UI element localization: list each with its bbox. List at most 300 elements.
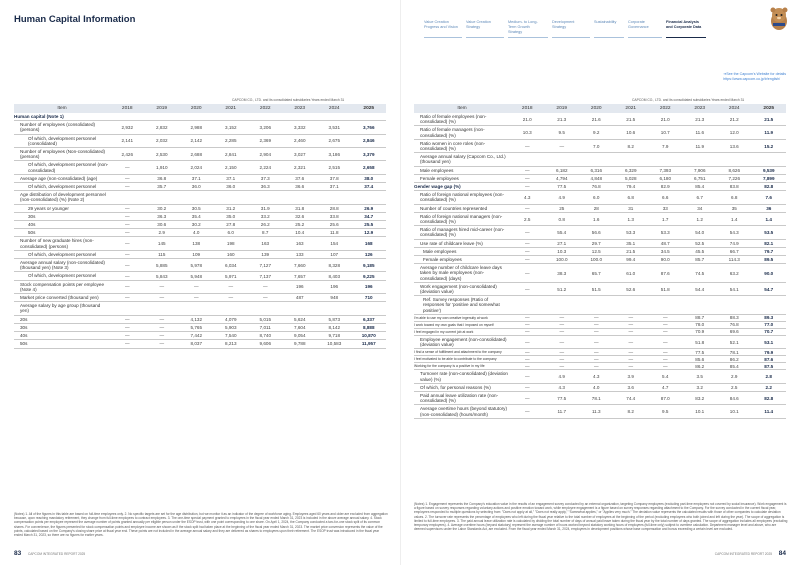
table-cell: 51.2 [545, 282, 580, 295]
column-header: 2021 [214, 104, 249, 113]
table-cell: 9,185 [352, 259, 387, 272]
row-label: Ratio of female managers (non-consolidated) (%) [414, 126, 510, 139]
table-cell: 196 [352, 280, 387, 293]
table-cell: 90.0 [752, 264, 787, 283]
row-label: Ratio women in core roles (non-consolidated) (%) [414, 139, 510, 152]
table-cell: — [510, 335, 545, 348]
table-cell: 56.6 [579, 226, 614, 239]
table-cell [648, 296, 683, 315]
table-cell: 21.0 [648, 113, 683, 126]
table-cell [110, 113, 145, 121]
table-cell: 83.8 [717, 183, 752, 191]
table-cell: — [510, 363, 545, 370]
table-cell: 10.3 [510, 126, 545, 139]
table-cell: — [579, 349, 614, 356]
table-cell: 5,015 [248, 315, 283, 323]
table-cell: 82.9 [648, 183, 683, 191]
column-header: 2020 [579, 104, 614, 113]
table-row [414, 126, 786, 139]
table-row [414, 153, 786, 166]
table-row [414, 139, 786, 152]
table-cell [717, 153, 752, 166]
table-cell: — [248, 280, 283, 293]
table-cell [110, 302, 145, 315]
table-cell: 78.1 [717, 349, 752, 356]
table-cell: 7,442 [179, 332, 214, 340]
table-cell: 53.3 [648, 226, 683, 239]
table-cell [352, 191, 387, 204]
table-cell: 10.4 [283, 229, 318, 237]
row-label: Human capital (Note 1) [14, 113, 110, 121]
column-header: 2018 [510, 104, 545, 113]
table-row [14, 315, 386, 323]
table-cell: 6.7 [683, 191, 718, 204]
table-cell: 7,604 [283, 323, 318, 331]
table-cell: — [510, 321, 545, 328]
table-cell: 21.5 [614, 247, 649, 255]
table-cell: 4.9 [545, 370, 580, 383]
table-cell: 45.5 [683, 247, 718, 255]
table-cell: 2,426 [110, 148, 145, 161]
table-cell: — [545, 335, 580, 348]
table-cell: 9,718 [317, 332, 352, 340]
row-label: Average annual salary (Capcom Co., Ltd.) (thousand yen) [414, 153, 510, 166]
table-cell: — [545, 363, 580, 370]
table-cell: 74.4 [614, 391, 649, 404]
table-cell: 36.3 [248, 183, 283, 191]
table-cell: 6,034 [214, 259, 249, 272]
table-cell: 55.4 [545, 226, 580, 239]
table-cell: 37.1 [317, 183, 352, 191]
table-cell: 82.1 [752, 239, 787, 247]
table-cell [717, 296, 752, 315]
table-cell: — [179, 294, 214, 302]
table-cell: 12.0 [717, 126, 752, 139]
table-cell: 2,658 [352, 161, 387, 174]
table-cell: 4.3 [579, 370, 614, 383]
right-table-note: CAPCOM CO., LTD. and its consolidated subsidiaries Years ended March 31 [632, 98, 745, 102]
table-cell: 86.2 [717, 356, 752, 363]
table-cell: 139 [248, 250, 283, 258]
row-label: Male employees [414, 166, 510, 174]
table-cell: 31.2 [214, 204, 249, 212]
table-cell: — [614, 314, 649, 321]
table-cell: 85.4 [683, 183, 718, 191]
table-cell: 21.3 [683, 113, 718, 126]
table-cell: 4.7 [648, 383, 683, 391]
table-cell: 33.8 [317, 212, 352, 220]
table-cell: — [510, 139, 545, 152]
table-cell: 34.5 [648, 247, 683, 255]
table-cell: 21.2 [717, 113, 752, 126]
table-row [14, 294, 386, 302]
nav-financial-analysis[interactable]: Financial Analysis and Corporate Data [666, 20, 706, 38]
row-label: Ratio of managers hired mid-career (non-consolidated) (%) [414, 226, 510, 239]
table-cell [283, 302, 318, 315]
row-label: Average annual salary (non-consolidated) (thousand yen) (Note 3) [14, 259, 110, 272]
table-cell: 3.6 [614, 383, 649, 391]
website-link-text: ➜See the Capcom's Website for details [723, 72, 786, 76]
table-row [14, 340, 386, 348]
table-cell [248, 113, 283, 121]
table-cell [283, 113, 318, 121]
table-cell: — [110, 229, 145, 237]
nav-corporate-governance[interactable]: Corporate Governance [628, 20, 662, 38]
table-cell [510, 296, 545, 315]
table-cell: 37.1 [214, 174, 249, 182]
table-cell: 51.8 [683, 335, 718, 348]
table-cell: 11.9 [752, 126, 787, 139]
table-cell: 2,832 [145, 121, 180, 134]
table-cell: — [510, 282, 545, 295]
table-cell: 31.8 [283, 204, 318, 212]
table-cell: 11.4 [752, 405, 787, 418]
table-cell [179, 191, 214, 204]
table-row [14, 272, 386, 280]
table-cell: 53.1 [752, 335, 787, 348]
table-cell: 145 [145, 237, 180, 250]
table-cell: 100.0 [545, 256, 580, 264]
nav-growth-strategy[interactable]: Medium- to Long-Term Growth Strategy [508, 20, 548, 38]
table-cell: — [110, 272, 145, 280]
table-cell: 4.3 [545, 383, 580, 391]
row-label: 50s [14, 340, 110, 348]
table-row [414, 174, 786, 182]
table-cell: — [145, 294, 180, 302]
table-cell: 74.5 [683, 264, 718, 283]
table-cell: 8.7 [248, 229, 283, 237]
table-cell: 87.0 [648, 391, 683, 404]
nav-sustainability[interactable]: Sustainability [594, 20, 624, 38]
table-cell: 35.7 [145, 183, 180, 191]
website-link[interactable] [723, 72, 786, 82]
row-label: Female employees [414, 256, 510, 264]
table-cell: 9,225 [352, 272, 387, 280]
table-cell: 163 [283, 237, 318, 250]
table-row [14, 121, 386, 134]
row-label: Number of employees (Non-consolidated) (persons) [14, 148, 110, 161]
table-cell: 7.0 [579, 139, 614, 152]
table-cell [317, 113, 352, 121]
table-cell: 30.5 [179, 204, 214, 212]
table-cell: 35.1 [614, 239, 649, 247]
table-cell: 100.0 [579, 256, 614, 264]
row-label: Working for the company is a positive in my life [414, 363, 510, 370]
table-cell: 7.9 [648, 139, 683, 152]
table-cell: 25.5 [352, 221, 387, 229]
row-label: Average age (non-consolidated) (age) [14, 174, 110, 182]
table-cell: 69.6 [717, 328, 752, 335]
table-cell: 4.3 [510, 191, 545, 204]
table-cell: 74.9 [717, 239, 752, 247]
table-cell: 2,032 [145, 134, 180, 147]
table-cell: 36.6 [283, 183, 318, 191]
table-cell: 31.9 [248, 204, 283, 212]
table-row [14, 280, 386, 293]
table-cell: 3,152 [214, 121, 249, 134]
table-cell: 76.8 [717, 321, 752, 328]
table-row [14, 212, 386, 220]
table-cell: — [110, 161, 145, 174]
table-cell [179, 302, 214, 315]
table-cell: 8,213 [214, 340, 249, 348]
table-cell: 10.1 [683, 405, 718, 418]
table-cell: 8,888 [352, 323, 387, 331]
table-cell: — [510, 370, 545, 383]
table-cell: 79.7 [752, 247, 787, 255]
table-row [14, 332, 386, 340]
row-label: Work engagement (non-consolidated) (deviation value) [414, 282, 510, 295]
table-cell: — [510, 356, 545, 363]
table-cell: 54.1 [717, 282, 752, 295]
row-label: Ratio of female employees (non-consolidated) (%) [414, 113, 510, 126]
table-cell: 12.5 [579, 247, 614, 255]
left-table-header [14, 104, 386, 113]
row-label: Of which, development personnel [14, 272, 110, 280]
table-cell: — [510, 264, 545, 283]
table-cell: 710 [352, 294, 387, 302]
table-cell: — [510, 183, 545, 191]
row-label: Employee engagement (non-consolidated) (deviation value) [414, 335, 510, 348]
table-cell: 10.7 [648, 126, 683, 139]
table-cell: — [145, 315, 180, 323]
table-cell: 107 [317, 250, 352, 258]
table-cell: — [614, 349, 649, 356]
row-label: 30s [14, 323, 110, 331]
table-cell: 11.3 [579, 405, 614, 418]
table-cell: — [648, 335, 683, 348]
table-cell: 6.0 [579, 191, 614, 204]
table-cell: 1,910 [145, 161, 180, 174]
table-cell: 2,321 [283, 161, 318, 174]
table-cell: 5.4 [648, 370, 683, 383]
table-cell: 5,903 [214, 323, 249, 331]
table-cell: 38.0 [352, 174, 387, 182]
table-cell: 154 [317, 237, 352, 250]
table-cell: — [214, 280, 249, 293]
table-cell: — [614, 321, 649, 328]
table-cell: — [545, 139, 580, 152]
table-cell: — [614, 363, 649, 370]
table-cell [579, 296, 614, 315]
table-cell: 9.5 [648, 405, 683, 418]
table-cell: 82.8 [752, 391, 787, 404]
table-cell: 2.5 [717, 383, 752, 391]
table-cell: 13.6 [717, 139, 752, 152]
table-cell: 5,971 [214, 272, 249, 280]
table-cell: 54.7 [752, 282, 787, 295]
table-cell: — [145, 323, 180, 331]
table-cell: — [545, 356, 580, 363]
row-label: I'm able to use my own creative ingenuity at work [414, 314, 510, 321]
table-row [414, 166, 786, 174]
table-cell: — [648, 321, 683, 328]
table-row [414, 370, 786, 383]
row-label: Average number of childcare leave days taken by male employees (non-consolidated) (days) [414, 264, 510, 283]
website-link-url: https://www.capcom.co.jp/ir/english/ [723, 77, 781, 81]
table-row [414, 328, 786, 335]
table-cell [179, 113, 214, 121]
table-cell [752, 296, 787, 315]
table-cell: 10.1 [717, 405, 752, 418]
table-row [14, 113, 386, 121]
table-cell: 9.2 [579, 126, 614, 139]
table-cell: 7,899 [752, 174, 787, 182]
table-cell: 99.4 [614, 256, 649, 264]
row-label: 29 years or younger [14, 204, 110, 212]
table-cell: 21.6 [579, 113, 614, 126]
table-cell: 5,873 [317, 315, 352, 323]
table-cell: 2,904 [248, 148, 283, 161]
table-cell: 4.0 [579, 383, 614, 391]
nav-value-creation-strategy[interactable]: Value Creation Strategy [466, 20, 504, 38]
table-cell: 30.2 [145, 204, 180, 212]
table-cell: 3,206 [248, 121, 283, 134]
table-row [14, 134, 386, 147]
row-label: Ratio of foreign national managers (non-consolidated) (%) [414, 212, 510, 225]
table-cell: — [648, 328, 683, 335]
table-cell [214, 191, 249, 204]
table-row [414, 264, 786, 283]
row-label: Average salary by age group (thousand yen) [14, 302, 110, 315]
table-cell: — [648, 363, 683, 370]
column-header: 2020 [179, 104, 214, 113]
table-cell: 5,885 [145, 259, 180, 272]
table-cell: 21.3 [545, 113, 580, 126]
table-cell: 66.7 [717, 247, 752, 255]
row-label: 40s [14, 221, 110, 229]
table-cell: 4,079 [214, 315, 249, 323]
row-label: 40s [14, 332, 110, 340]
table-row [14, 204, 386, 212]
nav-value-creation-progress[interactable]: Value Creation Progress and Vision [424, 20, 462, 38]
table-cell: 37.4 [352, 183, 387, 191]
row-label: I feel motivated to be able to contribute to the company [414, 356, 510, 363]
row-label: Of which, development personnel (non-consolidated) [14, 161, 110, 174]
table-cell: 5,765 [179, 323, 214, 331]
table-cell: 7,011 [248, 323, 283, 331]
table-cell: 1.7 [648, 212, 683, 225]
table-row [414, 356, 786, 363]
table-cell: 25.6 [317, 221, 352, 229]
table-cell: 11,957 [352, 340, 387, 348]
table-cell: 1.4 [717, 212, 752, 225]
table-cell [614, 153, 649, 166]
table-cell: 5,978 [179, 259, 214, 272]
table-cell: 2.9 [717, 370, 752, 383]
table-cell: 77.0 [752, 321, 787, 328]
table-cell: 10.6 [614, 126, 649, 139]
table-cell [510, 153, 545, 166]
table-row [414, 212, 786, 225]
table-row [414, 321, 786, 328]
table-cell: 3.5 [683, 370, 718, 383]
table-cell: — [545, 349, 580, 356]
table-cell: 9,788 [283, 340, 318, 348]
table-cell: 30.2 [179, 221, 214, 229]
table-cell: 126 [352, 250, 387, 258]
table-cell: — [510, 239, 545, 247]
table-cell: — [579, 314, 614, 321]
table-cell: 6,329 [614, 166, 649, 174]
table-cell: 33 [648, 204, 683, 212]
table-cell: 77.5 [683, 349, 718, 356]
table-cell: 2,932 [110, 121, 145, 134]
table-cell: — [110, 340, 145, 348]
row-label: Female employees [414, 174, 510, 182]
table-cell: 7.6 [752, 191, 787, 204]
table-cell: 7,540 [214, 332, 249, 340]
row-label: I find a sense of fulfillment and attachment to the company [414, 349, 510, 356]
row-label: Market price converted (thousand yen) [14, 294, 110, 302]
nav-development-strategy[interactable]: Development Strategy [552, 20, 590, 38]
table-cell: 37.6 [283, 174, 318, 182]
table-cell: 9,054 [283, 332, 318, 340]
row-label: Gender wage gap (%) [414, 183, 510, 191]
row-label: Stock compensation points per employee (Note 4) [14, 280, 110, 293]
row-label: Paid annual leave utilization rate (non-consolidated) (%) [414, 391, 510, 404]
table-row [414, 226, 786, 239]
table-row [14, 302, 386, 315]
table-cell: 2,846 [352, 134, 387, 147]
table-row [414, 282, 786, 295]
table-cell: 114.3 [717, 256, 752, 264]
table-cell: 2,024 [179, 161, 214, 174]
table-cell: 5,948 [179, 272, 214, 280]
table-cell: 7,127 [248, 259, 283, 272]
table-cell: 84.6 [717, 391, 752, 404]
table-row [14, 191, 386, 204]
table-cell: 1.4 [752, 212, 787, 225]
table-cell: 10.3 [545, 247, 580, 255]
table-cell: 3.2 [683, 383, 718, 391]
table-cell: 2,460 [283, 134, 318, 147]
table-cell: 25.2 [283, 221, 318, 229]
table-cell: 9,539 [752, 166, 787, 174]
table-cell: 31 [614, 204, 649, 212]
row-label: Ref. Survey responses (Ratio of responses for 'positive and somewhat positive') [414, 296, 510, 315]
table-cell: 88.3 [717, 314, 752, 321]
table-cell: 35.0 [214, 212, 249, 220]
table-cell: 3,186 [317, 148, 352, 161]
table-row [414, 363, 786, 370]
table-cell: 25 [545, 204, 580, 212]
table-cell: 85.7 [683, 256, 718, 264]
table-cell [683, 153, 718, 166]
table-cell: 28.8 [317, 204, 352, 212]
column-header: 2025 [352, 104, 387, 113]
table-row [414, 383, 786, 391]
table-cell: 34 [683, 204, 718, 212]
table-cell: — [248, 294, 283, 302]
table-cell: 37.8 [317, 174, 352, 182]
table-cell: 26.2 [248, 221, 283, 229]
table-cell: 2,150 [214, 161, 249, 174]
table-cell: 2,224 [248, 161, 283, 174]
table-cell [214, 302, 249, 315]
table-cell [545, 153, 580, 166]
left-table-body [14, 113, 386, 348]
table-cell [545, 296, 580, 315]
table-cell: 77.5 [545, 183, 580, 191]
table-cell: 1.6 [579, 212, 614, 225]
table-row [414, 183, 786, 191]
table-row [14, 183, 386, 191]
table-cell: — [545, 328, 580, 335]
table-cell: 70.7 [752, 328, 787, 335]
table-cell: — [614, 356, 649, 363]
table-cell: 115 [145, 250, 180, 258]
